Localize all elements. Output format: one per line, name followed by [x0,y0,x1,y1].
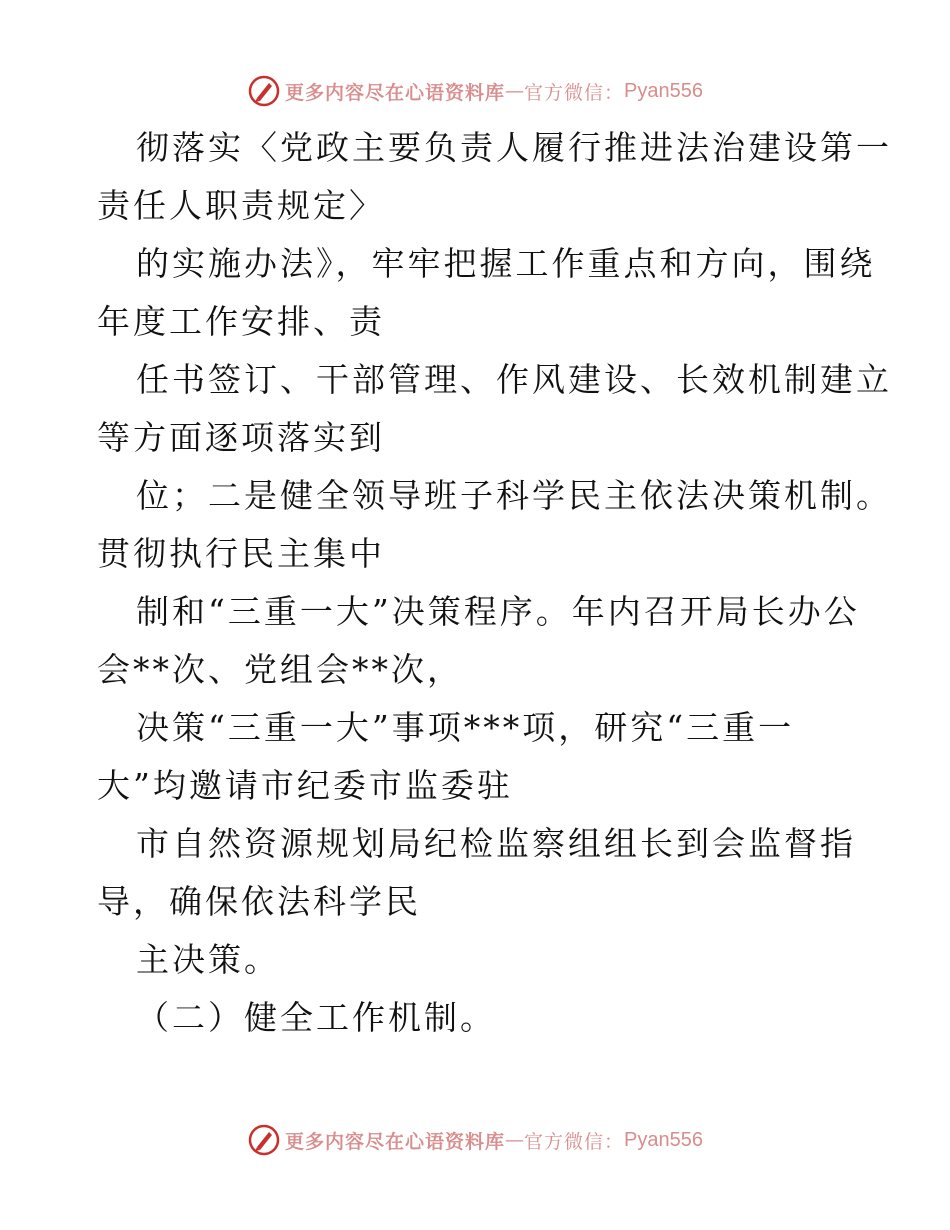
banner-dash: — [505,80,525,102]
body-line: 决策“三重一大”事项***项，研究“三重一 [136,708,795,747]
body-line: 彻落实〈党政主要负责人履行推进法治建设第一 [136,128,892,167]
banner-brand: 更多内容尽在心语资料库 [285,1130,506,1153]
body-line: 的实施办法》，牢牢把握工作重点和方向，围绕 [136,244,876,283]
banner-brand: 更多内容尽在心语资料库 [285,81,506,104]
body-line: 贯彻执行民主集中 [97,534,385,573]
body-line: 任书签订、干部管理、作风建设、长效机制建立 [136,360,892,399]
section-heading: （二）健全工作机制。 [136,998,496,1037]
pen-nib-circle-icon [247,74,281,108]
body-line: 位；二是健全领导班子科学民主依法决策机制。 [136,476,892,515]
banner-wechat-id: Pyan556 [624,79,703,102]
banner-wechat-label: 官方微信： [524,1130,625,1153]
body-line: 等方面逐项落实到 [97,418,385,457]
body-line: 主决策。 [136,940,280,979]
body-line: 市自然资源规划局纪检监察组组长到会监督指 [136,824,856,863]
banner-wechat-label: 官方微信： [524,81,625,104]
footer-banner [0,1120,950,1160]
banner-wechat-id: Pyan556 [624,1128,703,1151]
body-line: 年度工作安排、责 [97,302,385,341]
banner-dash: — [505,1129,525,1151]
body-line: 制和“三重一大”决策程序。年内召开局长办公 [136,592,860,631]
body-line: 会**次、党组会**次， [97,650,463,689]
body-line: 大”均邀请市纪委市监委驻 [97,766,513,805]
body-line: 责任人职责规定〉 [97,186,385,225]
body-line: 导，确保依法科学民 [97,882,421,921]
pen-nib-circle-icon [247,1123,281,1157]
header-banner [0,71,950,111]
